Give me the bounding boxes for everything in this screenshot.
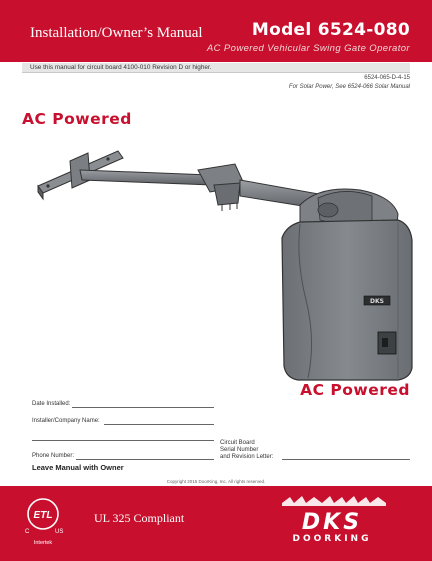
logo-main-text: DKS: [301, 510, 363, 535]
manual-title: Installation/Owner’s Manual: [30, 25, 203, 41]
c-mark-text: C: [25, 529, 30, 535]
revision-letter-label: and Revision Letter:: [220, 454, 274, 460]
revision-letter-line[interactable]: [282, 459, 410, 460]
operator-housing: [282, 220, 412, 380]
circuit-board-label: Circuit Board: [220, 440, 255, 446]
date-installed-line[interactable]: [72, 407, 214, 408]
ac-powered-heading-bottom: AC Powered: [300, 381, 410, 399]
notice-text: Use this manual for circuit board 4100-010 Revision D or higher.: [30, 64, 212, 71]
installer-address-line[interactable]: [32, 440, 214, 441]
solar-power-note: For Solar Power, See 6524-066 Solar Manual: [288, 84, 410, 90]
document-number: 6524-065-D-4-15: [364, 75, 410, 81]
installer-company-label: Installer/Company Name:: [32, 418, 100, 424]
phone-number-line[interactable]: [76, 459, 214, 460]
phone-number-label: Phone Number:: [32, 453, 75, 459]
serial-number-label: Serial Number: [220, 447, 259, 453]
operator-badge-text: DKS: [370, 298, 384, 305]
ac-powered-heading-top: AC Powered: [22, 110, 132, 128]
doorking-logo: [262, 495, 412, 547]
etl-listed-mark: [22, 493, 92, 541]
etl-mark-text: ETL: [33, 510, 53, 521]
product-subtitle: AC Powered Vehicular Swing Gate Operator: [206, 43, 410, 54]
model-title: Model 6524-080: [251, 20, 410, 40]
crown-icon: [282, 496, 386, 506]
logo-sub-text: DOORKING: [292, 534, 372, 544]
leave-manual-notice: Leave Manual with Owner: [32, 463, 124, 472]
date-installed-label: Date Installed:: [32, 401, 71, 407]
installer-company-line[interactable]: [104, 424, 214, 425]
intertek-label: Intertek: [33, 540, 53, 546]
operator-arm: [80, 164, 330, 211]
ul-compliance-text: UL 325 Compliant: [94, 511, 185, 525]
us-mark-text: US: [55, 529, 64, 535]
copyright-text: Copyright 2015 DoorKing, Inc. All rights reserved.: [166, 479, 266, 484]
